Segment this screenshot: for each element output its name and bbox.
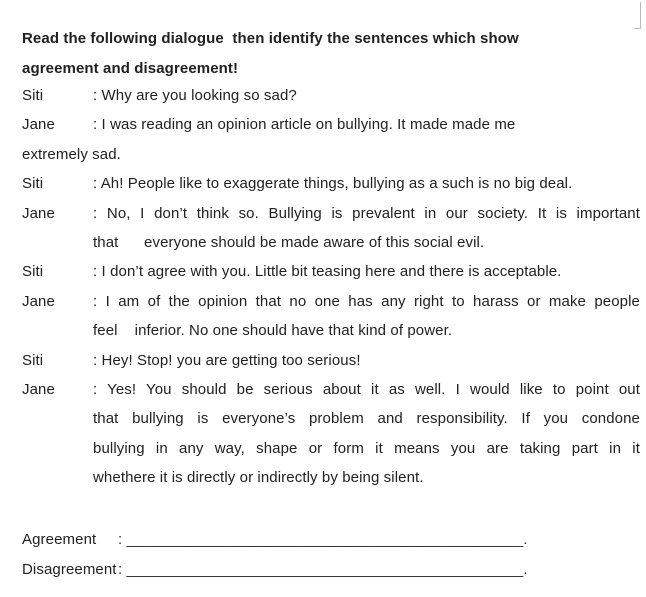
dialogue-line: : I don’t agree with you. Little bit teasing here and there is acceptable.: [93, 263, 562, 281]
speaker-name: [22, 434, 90, 463]
speaker-name: Siti: [22, 87, 44, 104]
dialogue-row: [22, 257, 640, 286]
dialogue-row: [22, 81, 640, 110]
dialogue-row: [22, 375, 640, 404]
dialogue-line: : I was reading an opinion article on bullying. It made made me: [93, 116, 516, 134]
dialogue-line: : Why are you looking so sad?: [93, 87, 297, 104]
dialogue-row: [22, 140, 640, 169]
dialogue-line: : Yes! You should be serious about it as well. I would like to point out: [93, 381, 640, 399]
dialogue-block: [22, 81, 640, 493]
speaker-name: [22, 463, 90, 492]
dialogue-row: [22, 316, 640, 345]
answer-label: Agreement: [22, 531, 97, 548]
dialogue-line: bullying in any way, shape or form it means you are taking part in it: [93, 439, 640, 457]
dialogue-line: that everyone should be made aware of this social evil.: [93, 234, 485, 252]
answer-label: Disagreement: [22, 561, 117, 578]
instructions-line-1: Read the following dialogue then identify the sentences which show: [22, 30, 519, 47]
dialogue-line: : Ah! People like to exaggerate things, bullying as a such is no big deal.: [93, 175, 573, 193]
answer-row: [22, 525, 528, 555]
dialogue-line: : No, I don’t think so. Bullying is prevalent in our society. It is important: [93, 204, 640, 222]
speaker-name: Siti: [22, 175, 44, 193]
speaker-name: [22, 228, 90, 257]
answer-blank[interactable]: : _______________________________________________.: [118, 561, 528, 578]
dialogue-line: feel inferior. No one should have that kind of power.: [93, 322, 453, 340]
instructions-line-2: agreement and disagreement!: [22, 60, 239, 77]
dialogue-line: whethere it is directly or indirectly by being silent.: [93, 469, 424, 487]
dialogue-line: : I am of the opinion that no one has any right to harass or make people: [93, 292, 640, 310]
speaker-name: Jane: [22, 204, 55, 222]
speaker-name: Jane: [22, 116, 55, 134]
dialogue-row: [22, 404, 640, 433]
speaker-name: Jane: [22, 292, 55, 310]
answer-section: [22, 525, 528, 585]
dialogue-line: : Hey! Stop! you are getting too serious!: [93, 351, 361, 369]
speaker-name: Jane: [22, 381, 55, 399]
dialogue-row: [22, 287, 640, 316]
corner-bracket-icon: [634, 2, 641, 29]
dialogue-row: [22, 110, 640, 139]
speaker-name: Siti: [22, 263, 44, 281]
dialogue-row: [22, 463, 640, 492]
dialogue-line: that bullying is everyone’s problem and responsibility. If you condone: [93, 410, 640, 428]
dialogue-row: [22, 228, 640, 257]
answer-blank[interactable]: : _______________________________________________.: [118, 531, 528, 548]
speaker-name: [22, 316, 90, 345]
dialogue-row: [22, 434, 640, 463]
dialogue-line: extremely sad.: [22, 145, 121, 163]
dialogue-row: [22, 346, 640, 375]
instructions-heading: [22, 24, 632, 84]
speaker-name: Siti: [22, 351, 44, 369]
speaker-name: [22, 404, 90, 433]
dialogue-row: [22, 169, 640, 198]
dialogue-row: [22, 199, 640, 228]
answer-row: [22, 555, 528, 585]
